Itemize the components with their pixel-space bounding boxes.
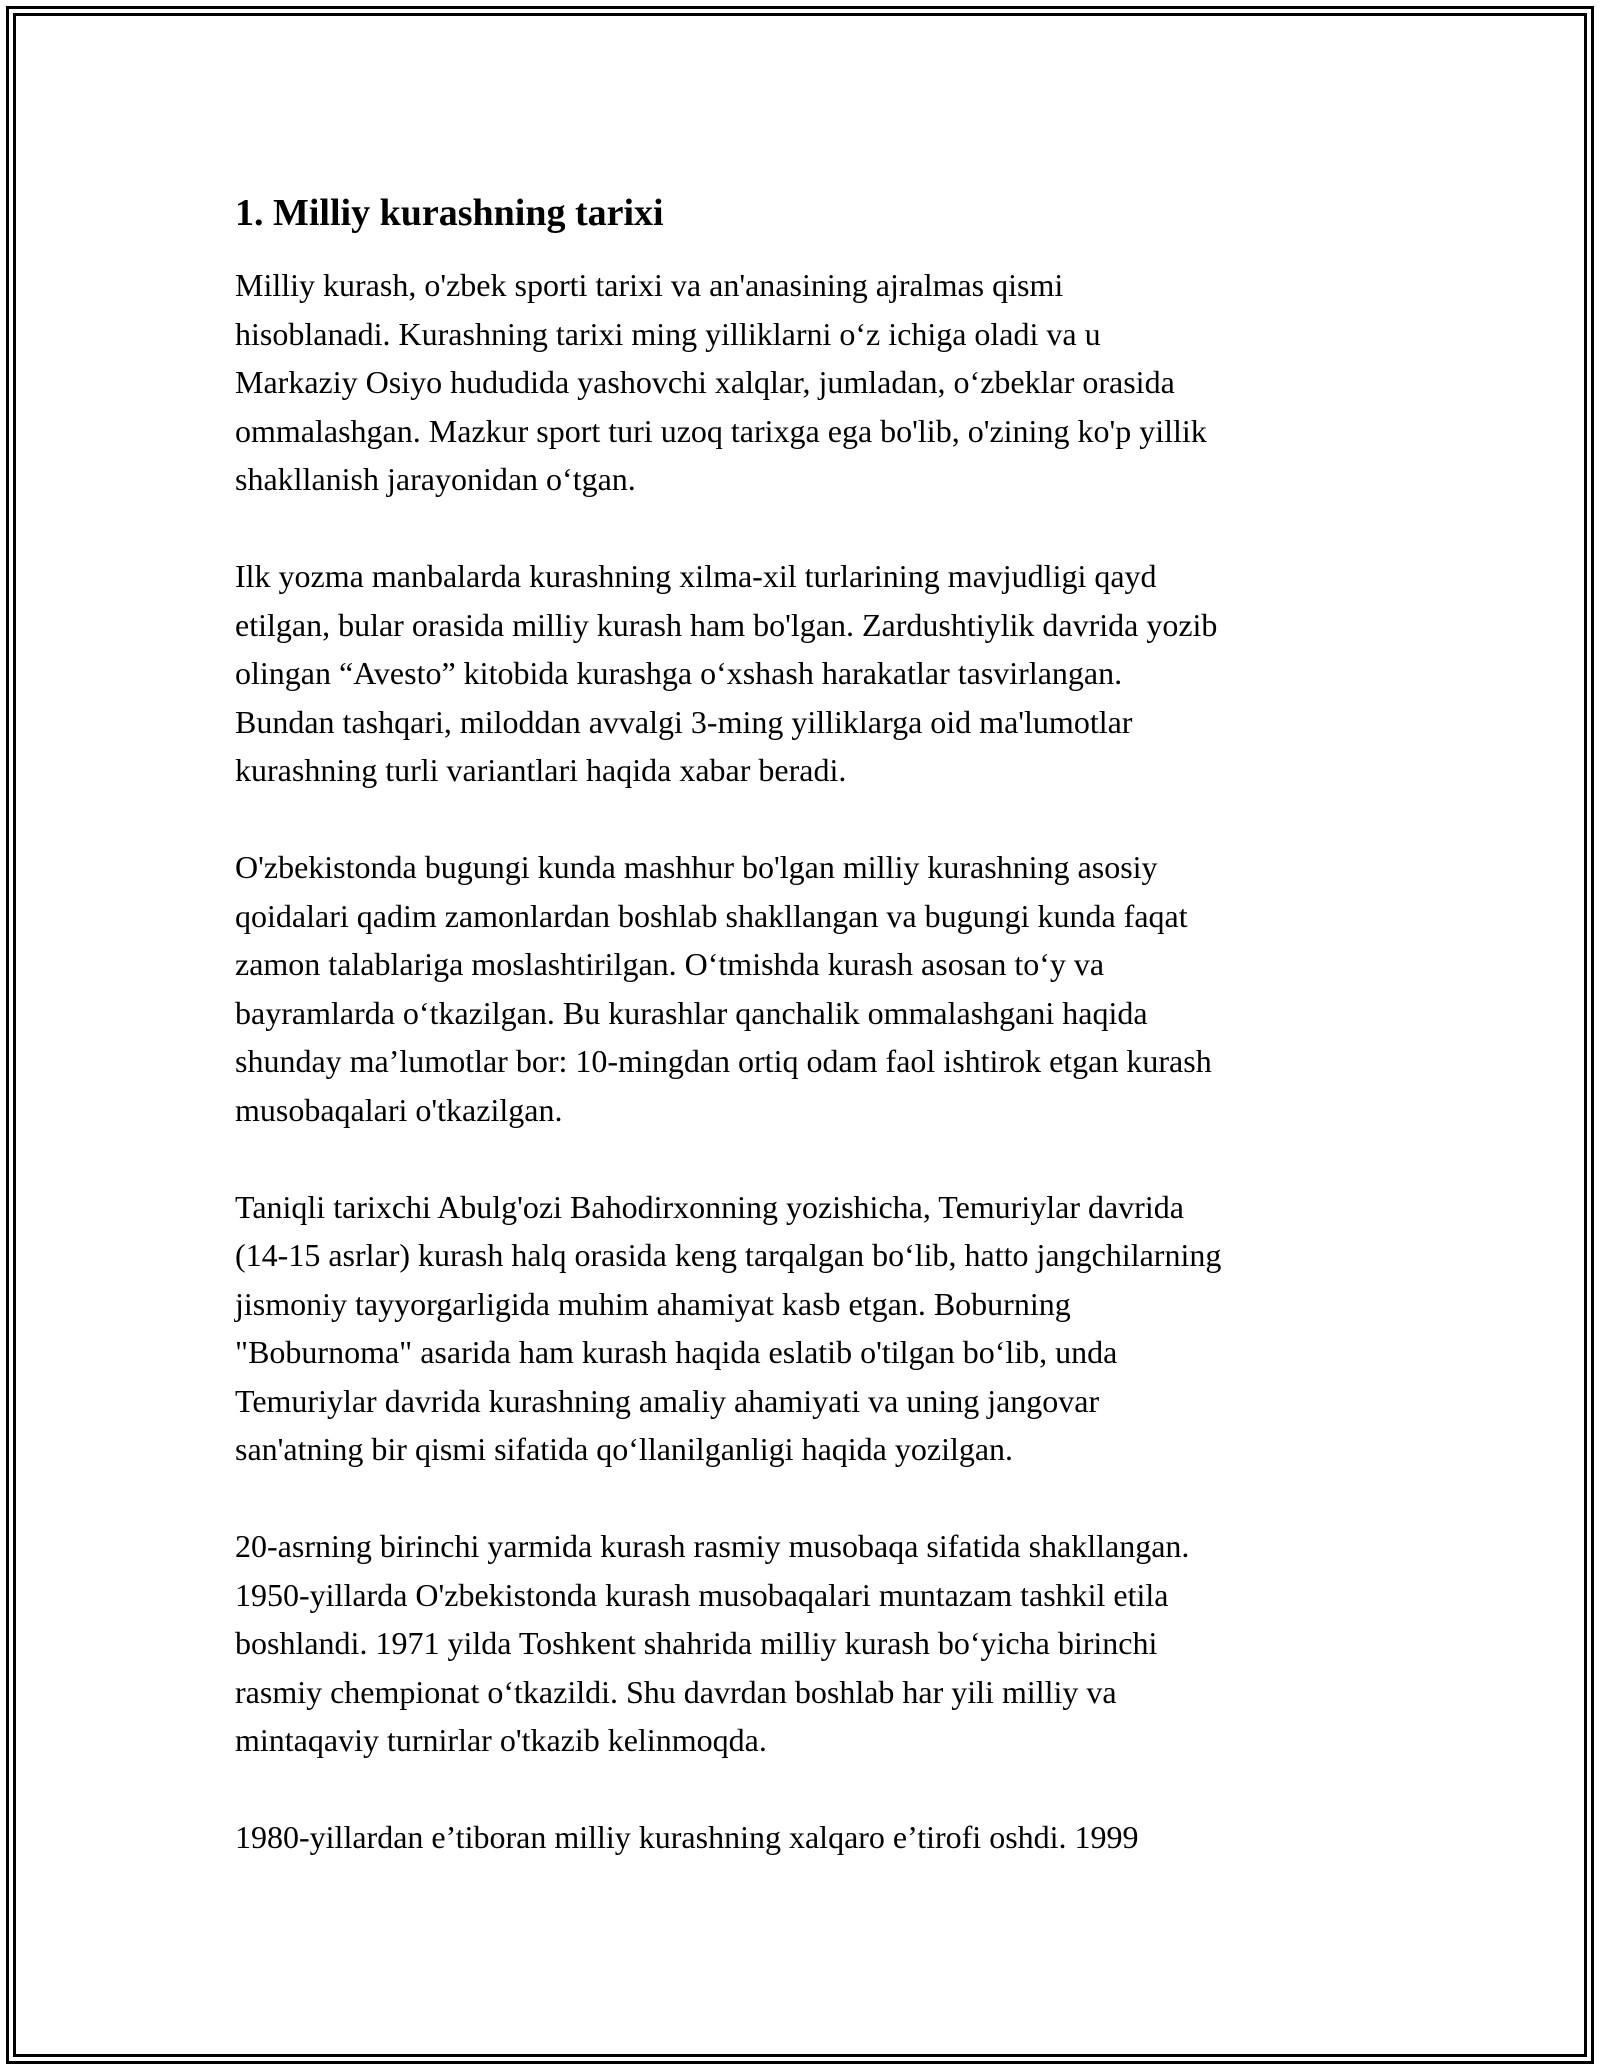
text-line: mintaqaviy turnirlar o'tkazib kelinmoqda. bbox=[235, 1722, 767, 1758]
text-line: Bundan tashqari, miloddan avvalgi 3-ming yilliklarga oid ma'lumotlar bbox=[235, 703, 1133, 740]
text-line: 20-asrning birinchi yarmida kurash rasmiy musobaqa sifatida shakllangan. bbox=[235, 1528, 1190, 1564]
paragraph-3 bbox=[235, 843, 1395, 1134]
text-line: O'zbekistonda bugungi kunda mashhur bo'lgan milliy kurashning asosiy bbox=[235, 849, 1158, 885]
text-line: "Boburnoma" asarida ham kurash haqida eslatib o'tilgan bo‘lib, unda bbox=[235, 1334, 1118, 1370]
text-line: Taniqli tarixchi Abulg'ozi Bahodirxonning yozishicha, Temuriylar davrida bbox=[235, 1188, 1184, 1225]
text-line: (14-15 asrlar) kurash halq orasida keng tarqalgan bo‘lib, hatto jangchilarning bbox=[235, 1237, 1222, 1273]
document-body bbox=[235, 185, 1395, 1862]
text-line: olingan “Avesto” kitobida kurashga o‘xshash harakatlar tasvirlangan. bbox=[235, 655, 1123, 691]
paragraph-4 bbox=[235, 1183, 1395, 1474]
section-heading: 1. Milliy kurashning tarixi bbox=[235, 192, 664, 234]
text-line: Ilk yozma manbalarda kurashning xilma-xil turlarining mavjudligi qayd bbox=[235, 558, 1157, 594]
paragraph-1 bbox=[235, 261, 1395, 504]
text-line: Temuriylar davrida kurashning amaliy ahamiyati va uning jangovar bbox=[235, 1382, 1100, 1419]
text-line: Milliy kurash, o'zbek sporti tarixi va an'anasining ajralmas qismi bbox=[235, 267, 1064, 303]
text-line: Markaziy Osiyo hududida yashovchi xalqlar, jumladan, o‘zbeklar orasida bbox=[235, 364, 1175, 400]
paragraph-5 bbox=[235, 1522, 1395, 1765]
text-line: zamon talablariga moslashtirilgan. O‘tmishda kurash asosan to‘y va bbox=[235, 946, 1105, 982]
paragraph-list bbox=[235, 261, 1395, 1862]
text-line: etilgan, bular orasida milliy kurash ham bo'lgan. Zardushtiylik davrida yozib bbox=[235, 606, 1218, 643]
text-line: shakllanish jarayonidan o‘tgan. bbox=[235, 461, 636, 497]
text-line: qoidalari qadim zamonlardan boshlab shakllangan va bugungi kunda faqat bbox=[235, 897, 1188, 934]
text-line: rasmiy chempionat o‘tkazildi. Shu davrdan boshlab har yili milliy va bbox=[235, 1673, 1117, 1710]
text-line: bayramlarda o‘tkazilgan. Bu kurashlar qanchalik ommalashgani haqida bbox=[235, 994, 1148, 1031]
text-line: shunday ma’lumotlar bor: 10-mingdan ortiq odam faol ishtirok etgan kurash bbox=[235, 1043, 1212, 1079]
text-line: ommalashgan. Mazkur sport turi uzoq tarixga ega bo'lib, o'zining ko'p yillik bbox=[235, 412, 1207, 449]
text-line: 1980-yillardan e’tiboran milliy kurashning xalqaro e’tirofi oshdi. 1999 bbox=[235, 1819, 1139, 1855]
text-line: kurashning turli variantlari haqida xabar beradi. bbox=[235, 752, 847, 788]
text-line: san'atning bir qismi sifatida qo‘llanilganligi haqida yozilgan. bbox=[235, 1431, 1014, 1467]
paragraph-6 bbox=[235, 1813, 1395, 1862]
text-line: jismoniy tayyorgarligida muhim ahamiyat kasb etgan. Boburning bbox=[235, 1285, 1071, 1322]
text-line: hisoblanadi. Kurashning tarixi ming yilliklarni o‘z ichiga oladi va u bbox=[235, 315, 1101, 352]
text-line: 1950-yillarda O'zbekistonda kurash musobaqalari muntazam tashkil etila bbox=[235, 1576, 1169, 1613]
text-line: musobaqalari o'tkazilgan. bbox=[235, 1091, 563, 1128]
text-line: boshlandi. 1971 yilda Toshkent shahrida milliy kurash bo‘yicha birinchi bbox=[235, 1625, 1158, 1661]
paragraph-2 bbox=[235, 552, 1395, 795]
